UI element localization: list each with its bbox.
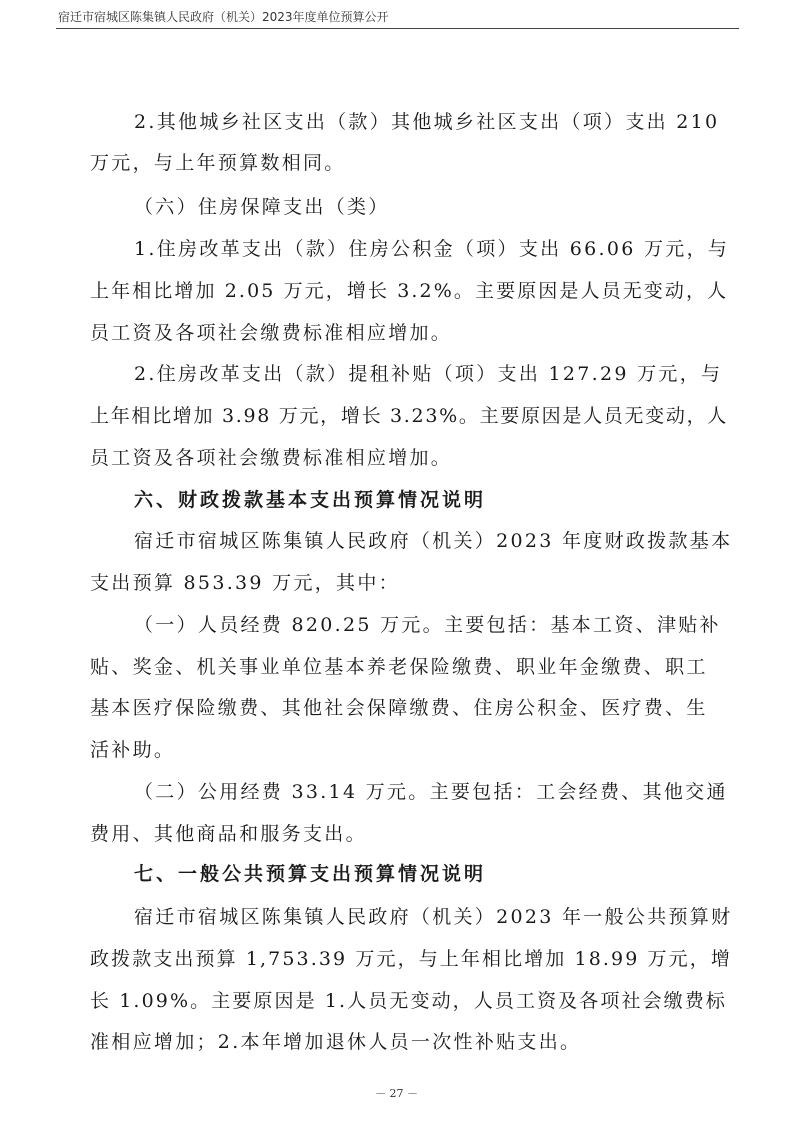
paragraph-line: 政拨款支出预算 1,753.39 万元，与上年相比增加 18.99 万元，增	[90, 948, 732, 970]
subsection-title: （六）住房保障支出（类）	[134, 196, 390, 218]
section-heading-six: 六、财政拨款基本支出预算情况说明	[134, 489, 487, 511]
paragraph-line: 员工资及各项社会缴费标准相应增加。	[90, 322, 453, 344]
paragraph-line: 贴、奖金、机关事业单位基本养老保险缴费、职业年金缴费、职工	[90, 656, 708, 678]
paragraph-line: （二）公用经费 33.14 万元。主要包括：工会经费、其他交通	[134, 781, 728, 803]
paragraph-line: 基本医疗保险缴费、其他社会保障缴费、住房公积金、医疗费、生	[90, 697, 708, 719]
section-heading-seven: 七、一般公共预算支出预算情况说明	[134, 863, 487, 885]
paragraph-line: 2.其他城乡社区支出（款）其他城乡社区支出（项）支出 210	[134, 111, 720, 133]
paragraph-line: 上年相比增加 3.98 万元，增长 3.23%。主要原因是人员无变动，人	[90, 405, 728, 427]
paragraph-line: 宿迁市宿城区陈集镇人民政府（机关）2023 年度财政拨款基本	[134, 530, 733, 552]
paragraph-line: 上年相比增加 2.05 万元，增长 3.2%。主要原因是人员无变动，人	[90, 280, 729, 302]
paragraph-line: 支出预算 853.39 万元，其中：	[90, 572, 400, 594]
paragraph-line: 费用、其他商品和服务支出。	[90, 823, 367, 845]
paragraph-line: 万元，与上年预算数相同。	[90, 152, 346, 174]
header-rule	[56, 28, 739, 29]
paragraph-line: （一）人员经费 820.25 万元。主要包括：基本工资、津贴补	[134, 614, 721, 636]
paragraph-line: 2.住房改革支出（款）提租补贴（项）支出 127.29 万元，与	[134, 363, 723, 385]
header-title: 宿迁市宿城区陈集镇人民政府（机关）2023年度单位预算公开	[58, 10, 389, 24]
paragraph-line: 活补助。	[90, 739, 176, 761]
paragraph-line: 员工资及各项社会缴费标准相应增加。	[90, 447, 453, 469]
paragraph-line: 准相应增加；2.本年增加退休人员一次性补贴支出。	[90, 1031, 582, 1053]
paragraph-line: 长 1.09%。主要原因是 1.人员无变动，人员工资及各项社会缴费标	[90, 990, 727, 1012]
paragraph-line: 宿迁市宿城区陈集镇人民政府（机关）2023 年一般公共预算财	[134, 906, 733, 928]
paragraph-line: 1.住房改革支出（款）住房公积金（项）支出 66.06 万元，与	[134, 238, 730, 260]
page-number: － 27 －	[375, 1087, 418, 1100]
